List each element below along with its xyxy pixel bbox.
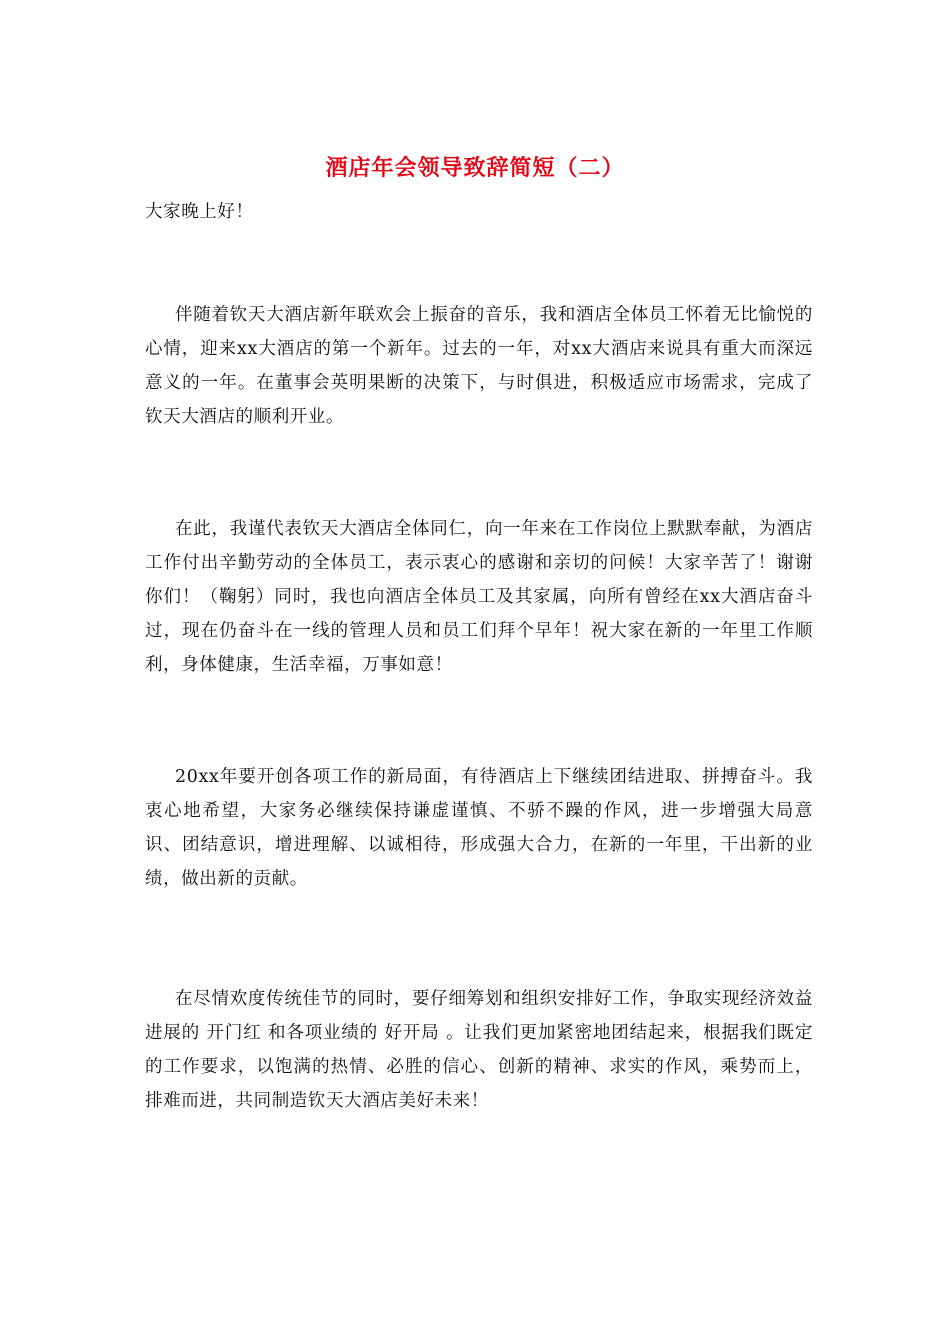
document-title: 酒店年会领导致辞简短（二） — [325, 155, 625, 181]
paragraph-3: 20xx年要开创各项工作的新局面，有待酒店上下继续团结进取、拼搏奋斗。我衷心地希望，大家务必继续保持谦虚谨慎、不骄不躁的作风，进一步增强大局意识、团结意识，增进理解、以诚相待，形成强大合力，在新的一年里，干出新的业绩，做出新的贡献。 — [145, 767, 813, 889]
greeting-line: 大家晚上好！ — [145, 202, 254, 222]
paragraph-4: 在尽情欢度传统佳节的同时，要仔细筹划和组织安排好工作，争取实现经济效益进展的 开门红 和各项业绩的 好开局 。让我们更加紧密地团结起来，根据我们既定的工作要求，以饱满的热情、必胜的信心、创新的精神、求实的作风，乘势而上，排难而进，共同制造钦天大酒店美好未来！ — [145, 989, 813, 1111]
paragraph-2: 在此，我谨代表钦天大酒店全体同仁，向一年来在工作岗位上默默奉献，为酒店工作付出辛勤劳动的全体员工，表示衷心的感谢和亲切的问候！大家辛苦了！谢谢你们！（鞠躬）同时，我也向酒店全体员工及其家属，向所有曾经在xx大酒店奋斗过，现在仍奋斗在一线的管理人员和员工们拜个早年！祝大家在新的一年里工作顺利，身体健康，生活幸福，万事如意！ — [145, 519, 813, 675]
paragraph-1: 伴随着钦天大酒店新年联欢会上振奋的音乐，我和酒店全体员工怀着无比愉悦的心情，迎来xx大酒店的第一个新年。过去的一年，对xx大酒店来说具有重大而深远意义的一年。在董事会英明果断的决策下，与时俱进，积极适应市场需求，完成了钦天大酒店的顺利开业。 — [145, 305, 813, 427]
